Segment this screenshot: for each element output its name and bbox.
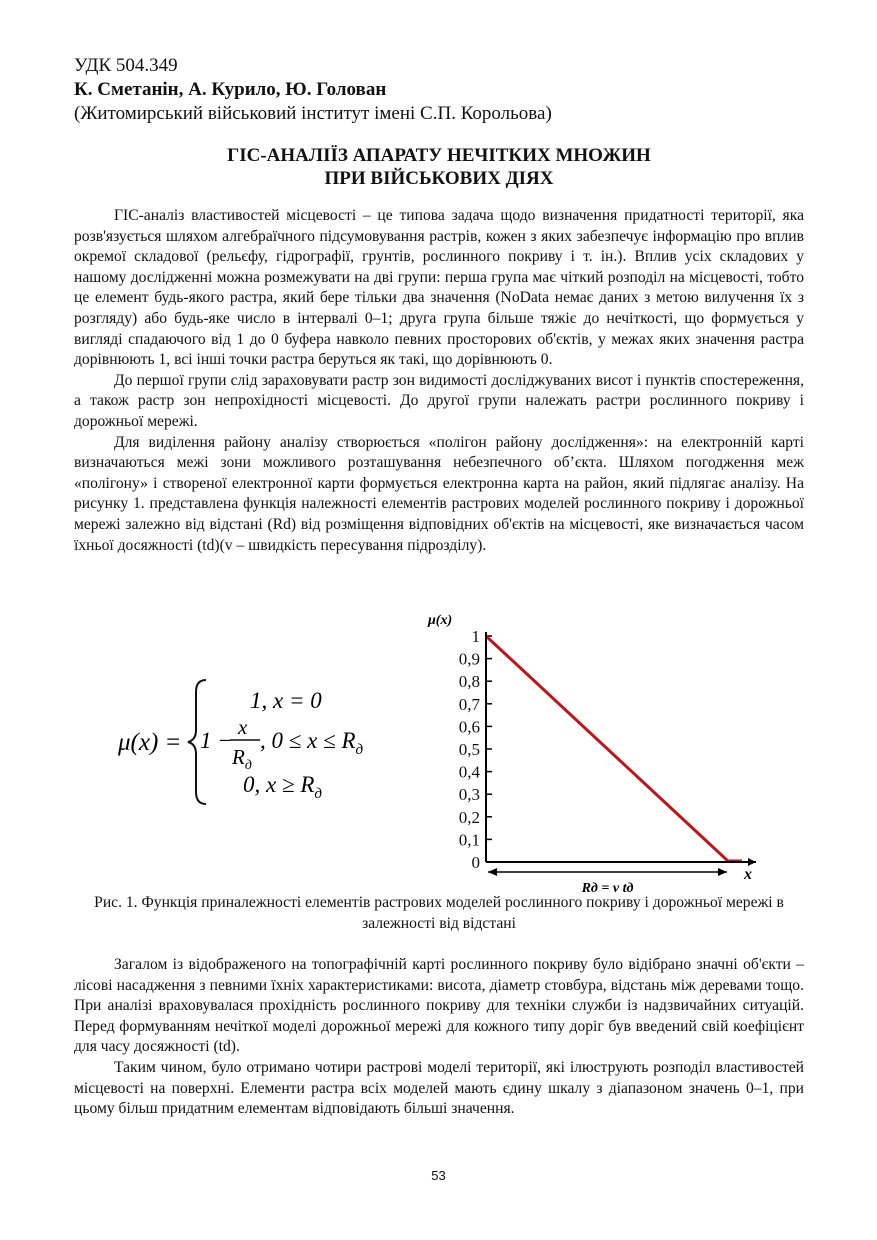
udk-code: УДК 504.349 bbox=[74, 55, 178, 76]
figure-caption: Рис. 1. Функція приналежності елементів растрових моделей рослинного покриву і дорожньої мережі в залежності від відстані bbox=[94, 894, 784, 932]
y-axis-label: μ(x) bbox=[428, 613, 453, 628]
paper-title bbox=[74, 144, 804, 190]
y-tick-label: 0,9 bbox=[458, 649, 480, 669]
y-tick-label: 0,4 bbox=[458, 762, 480, 782]
paper-header bbox=[74, 54, 552, 126]
distance-annotation: Rд = v tд bbox=[581, 881, 634, 896]
membership-formula bbox=[118, 672, 418, 812]
y-tick-label: 0,7 bbox=[458, 694, 480, 714]
paragraph: Загалом із відображеного на топографічній карті рослинного покриву було відібрано значні об'єкти – лісові насадження з певними їхніх характеристиками: висота, діаметр стовбура, відстань між деревами тощо. При аналізі враховувалася прохідність рослинного покриву для техніки служби із надзвичайних ситуацій. Перед формуванням нечіткої моделі дорожньої мережі для кожного типу доріг був введений свій коефіцієнт для часу досяжності (td). bbox=[74, 956, 804, 1056]
paragraph: До першої групи слід зараховувати растр зон видимості досліджуваних висот і пунктів спостереження, а також растр зон непрохідності місцевості. До другої групи належать растри рослинного покриву і дорожньої мережі. bbox=[74, 371, 804, 430]
y-tick-label: 0,5 bbox=[458, 740, 480, 759]
dimension-arrow-left-icon bbox=[488, 868, 497, 876]
body-text-bottom bbox=[74, 955, 804, 1120]
y-tick-label: 0,8 bbox=[458, 672, 480, 692]
formula-case-2-denominator: $R_д$ bbox=[232, 745, 252, 773]
y-tick-label: 0,3 bbox=[458, 785, 480, 805]
title-line-2: ПРИ ВІЙСЬКОВИХ ДІЯХ bbox=[324, 168, 554, 189]
membership-function-chart bbox=[420, 606, 770, 896]
y-tick-label: 0,1 bbox=[458, 830, 480, 850]
page-number: 53 bbox=[431, 1168, 446, 1183]
membership-line bbox=[486, 636, 729, 862]
paragraph: Для виділення району аналізу створюється «полігон району дослідження»: на електронній карті визначаються межі зони можливого розташування небезпечного об’єкта. Шляхом погодження меж «полігону» і створеної електронної карти формується електронна карта на район, який підлягає аналізу. На рисунку 1. представлена функція належності елементів растрових моделей рослинного покриву і дорожньої мережі залежно від відстані (Rd) від розміщення відповідних об'єктів на місцевості, яке визначається часом їхньої досяжності (td)(v – швидкість пересування підрозділу). bbox=[74, 433, 804, 554]
authors: К. Сметанін, А. Курило, Ю. Голован bbox=[74, 79, 387, 100]
y-tick-label: 0,6 bbox=[458, 717, 480, 737]
paragraph: Таким чином, було отримано чотири растрові моделі території, які ілюструють розподіл властивостей місцевості на поверхні. Елементи растра всіх моделей мають єдину шкалу з діапазоном значень 0–1, при цьому більш придатним елементам відповідають більші значення. bbox=[74, 1058, 804, 1118]
x-axis-arrow-icon bbox=[748, 858, 756, 866]
y-tick-label: 0 bbox=[471, 853, 480, 872]
body-text-top bbox=[74, 206, 804, 556]
formula-lhs: μ(x) = bbox=[118, 729, 182, 756]
y-tick-label: 1 bbox=[471, 627, 480, 646]
formula-case-2-prefix: 1 − bbox=[200, 728, 233, 753]
title-line-1: ГІС-АНАЛІЇЗ АПАРАТУ НЕЧІТКИХ МНОЖИН bbox=[227, 145, 651, 166]
dimension-arrow-right-icon bbox=[718, 868, 727, 876]
affiliation: (Житомирський військовий інститут імені С.П. Корольова) bbox=[74, 103, 552, 124]
formula-case-1: 1, x = 0 bbox=[250, 688, 322, 713]
paragraph: ГІС-аналіз властивостей місцевості – це типова задача щодо визначення придатності території, яка розв'язується шляхом алгебраїчного підсумовування растрів, кожен з яких забезпечує інформацію про вплив окремої складової (рельєфу, гідрографії, грунтів, рослинного покриву і т. ін.). Вплив усіх складових у нашому дослідженні можна розмежувати на дві групи: перша група має чіткий розподіл на місцевості, тобто це елемент будь-якого растра, який бере тільки два значення (NoData немає даних з метою вилучення їх з розгляду) або будь-яке число в інтервалі 0–1; друга група більше тяжіє до нечіткості, що формується у вигляді спадаючого від 1 до 0 буфера навколо певних просторових об'єктів, у межах яких значення растра дорівнюють 1, всі інші точки растра беруться як такі, що дорівнюють 0. bbox=[74, 207, 804, 369]
formula-case-2-numerator: x bbox=[238, 715, 248, 739]
formula-case-3: 0, $x \ge R_д$ bbox=[243, 772, 322, 802]
x-axis-label: x bbox=[744, 866, 752, 883]
y-tick-label: 0,2 bbox=[458, 807, 480, 827]
formula-case-2-condition: , $0 \le x \le R_д$ bbox=[260, 728, 364, 758]
